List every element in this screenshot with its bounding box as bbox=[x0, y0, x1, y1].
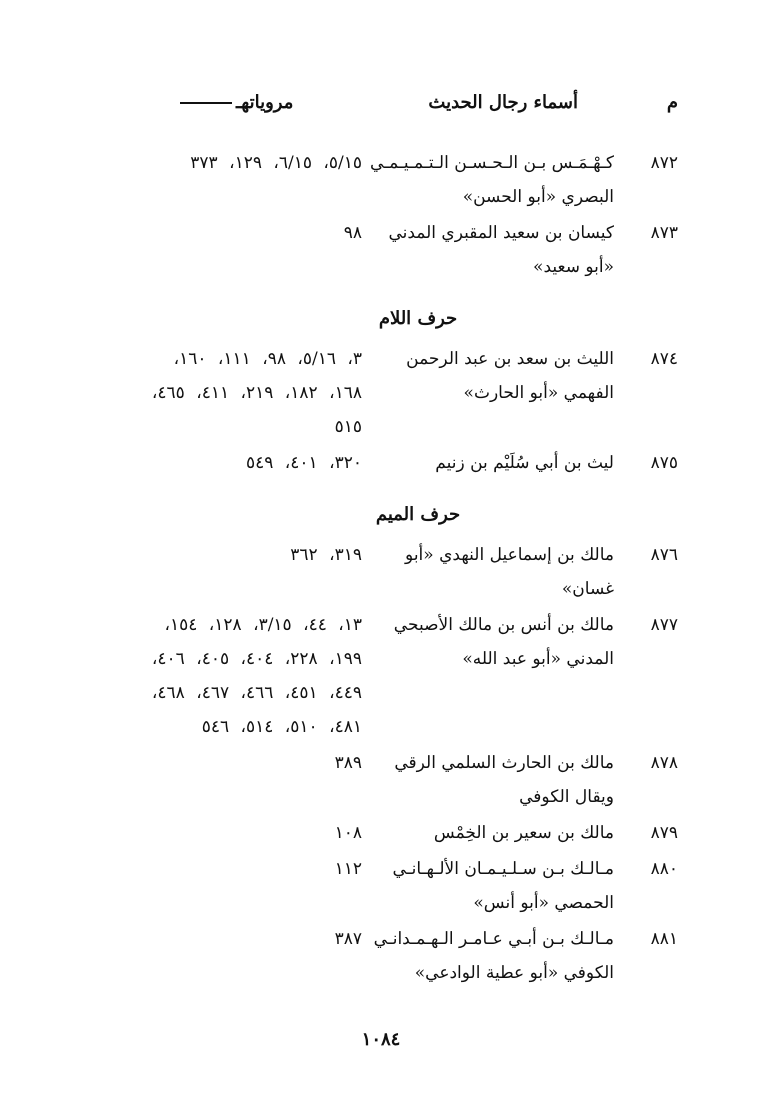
narrator-name bbox=[376, 538, 632, 606]
refs-line: ٣٨٧ bbox=[334, 929, 362, 949]
refs-line: ٣٨٩ bbox=[334, 753, 362, 773]
entry-number: ٨٧٨ bbox=[650, 753, 678, 773]
entry-number: ٨٨٠ bbox=[650, 859, 678, 879]
name-line: غسان» bbox=[561, 579, 614, 599]
narration-refs bbox=[78, 538, 376, 606]
page-number: ١٠٨٤ bbox=[361, 1029, 401, 1050]
entry-number: ٨٧٧ bbox=[650, 615, 678, 635]
narrator-name bbox=[369, 146, 632, 214]
entry-number: ٨٧٢ bbox=[650, 153, 678, 173]
entry-row bbox=[78, 216, 678, 284]
refs-line: ١٦٨، ١٨٢، ٢١٩، ٤١١، ٤٦٥، bbox=[151, 383, 362, 403]
refs-line: ٥١٥ bbox=[334, 417, 362, 437]
table-header bbox=[0, 92, 762, 122]
refs-line: ١٣، ٤٤، ٣/١٥، ١٢٨، ١٥٤، bbox=[164, 615, 362, 635]
narration-refs bbox=[78, 816, 376, 850]
narrator-name bbox=[376, 342, 632, 444]
name-line: مـالـك بـن سـلـيـمـان الألـهـانـي bbox=[392, 859, 614, 879]
name-line: «أبو سعيد» bbox=[533, 257, 614, 277]
entry-row bbox=[78, 852, 678, 920]
narrator-name bbox=[376, 852, 632, 920]
narrator-name bbox=[376, 816, 632, 850]
header-refs: مروياتهـ bbox=[180, 92, 293, 113]
refs-line: ١٠٨ bbox=[334, 823, 362, 843]
header-num: م bbox=[666, 92, 678, 113]
section-heading-mim: حرف الميم bbox=[375, 504, 461, 525]
narrator-name bbox=[376, 446, 632, 480]
narration-refs bbox=[78, 216, 376, 284]
header-name: أسماء رجال الحديث bbox=[428, 92, 578, 113]
narrator-name bbox=[376, 608, 632, 744]
entry-number: ٨٧٥ bbox=[650, 453, 678, 473]
entry-number: ٨٧٤ bbox=[650, 349, 678, 369]
name-line: البصري «أبو الحسن» bbox=[462, 187, 614, 207]
entry-row bbox=[78, 816, 678, 850]
entry-number: ٨٧٣ bbox=[650, 223, 678, 243]
name-line: ويقال الكوفي bbox=[519, 787, 614, 807]
entry-row bbox=[78, 342, 678, 444]
narration-refs bbox=[78, 608, 376, 744]
entry-row bbox=[78, 538, 678, 606]
refs-line: ٥/١٥، ٦/١٥، ١٢٩، ٣٧٣ bbox=[190, 153, 362, 173]
refs-line: ١٩٩، ٢٢٨، ٤٠٤، ٤٠٥، ٤٠٦، bbox=[151, 649, 362, 669]
narration-refs bbox=[78, 146, 376, 214]
name-line: المدني «أبو عبد الله» bbox=[462, 649, 614, 669]
name-line: مـالـك بـن أبـي عـامـر الـهـمـدانـي bbox=[373, 929, 614, 949]
entry-row bbox=[78, 146, 678, 214]
section-heading-lam: حرف اللام bbox=[378, 308, 458, 329]
name-line: الليث بن سعد بن عبد الرحمن bbox=[406, 349, 614, 369]
refs-line: ١١٢ bbox=[334, 859, 362, 879]
refs-line: ٤٤٩، ٤٥١، ٤٦٦، ٤٦٧، ٤٦٨، bbox=[151, 683, 362, 703]
refs-line: ٣، ٥/١٦، ٩٨، ١١١، ١٦٠، bbox=[173, 349, 362, 369]
name-line: كـهْـمَـس بـن الـحـسـن الـتـمـيـمـي bbox=[369, 153, 614, 173]
name-line: مالك بن أنس بن مالك الأصبحي bbox=[393, 615, 614, 635]
narration-refs bbox=[78, 342, 376, 444]
name-line: مالك بن إسماعيل النهدي «أبو bbox=[405, 545, 614, 565]
name-line: الفهمي «أبو الحارث» bbox=[463, 383, 614, 403]
entries-list bbox=[78, 146, 678, 992]
refs-line: ٣١٩، ٣٦٢ bbox=[290, 545, 362, 565]
narrator-name bbox=[373, 922, 632, 990]
name-line: ليث بن أبي سُلَيْم بن زنيم bbox=[435, 453, 614, 473]
refs-line: ٤٨١، ٥١٠، ٥١٤، ٥٤٦ bbox=[201, 717, 362, 737]
name-line: مالك بن الحارث السلمي الرقي bbox=[394, 753, 614, 773]
entry-number: ٨٨١ bbox=[650, 929, 678, 949]
entry-row bbox=[78, 746, 678, 814]
narration-refs bbox=[78, 746, 376, 814]
entry-row bbox=[78, 922, 678, 990]
name-line: الحمصي «أبو أنس» bbox=[473, 893, 614, 913]
name-line: الكوفي «أبو عطية الوادعي» bbox=[414, 963, 614, 983]
entry-row bbox=[78, 608, 678, 744]
narration-refs bbox=[78, 446, 376, 480]
narrator-name bbox=[376, 746, 632, 814]
entry-number: ٨٧٩ bbox=[650, 823, 678, 843]
name-line: كيسان بن سعيد المقبري المدني bbox=[388, 223, 614, 243]
name-line: مالك بن سعير بن الخِمْس bbox=[433, 823, 614, 843]
narrator-name bbox=[376, 216, 632, 284]
refs-line: ٣٢٠، ٤٠١، ٥٤٩ bbox=[246, 453, 362, 473]
entry-row bbox=[78, 446, 678, 480]
narration-refs bbox=[78, 852, 376, 920]
narration-refs bbox=[78, 922, 376, 990]
refs-line: ٩٨ bbox=[343, 223, 362, 243]
entry-number: ٨٧٦ bbox=[650, 545, 678, 565]
